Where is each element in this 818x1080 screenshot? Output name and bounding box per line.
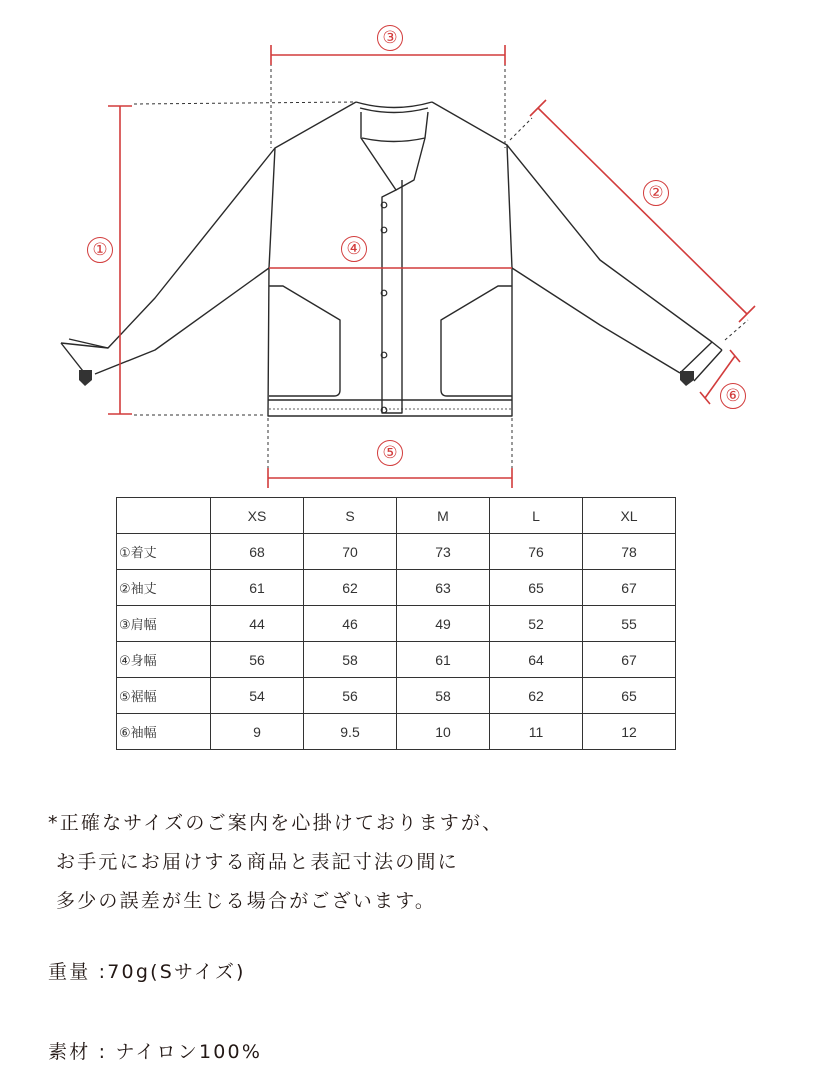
disclaimer-line-2: お手元にお届けする商品と表記寸法の間に: [56, 851, 459, 873]
cell: 61: [397, 642, 490, 678]
header-m: M: [397, 498, 490, 534]
marker-3-shoulder-width: ③: [377, 25, 403, 51]
table-header-row: [117, 498, 676, 534]
marker-2-sleeve-length: ②: [643, 180, 669, 206]
cell: 49: [397, 606, 490, 642]
table-row: [117, 534, 676, 570]
cell: 54: [211, 678, 304, 714]
cell: 9.5: [304, 714, 397, 750]
cell: 78: [583, 534, 676, 570]
header-xs: XS: [211, 498, 304, 534]
cell: 61: [211, 570, 304, 606]
cell: 10: [397, 714, 490, 750]
cell: 52: [490, 606, 583, 642]
table-row: [117, 606, 676, 642]
cell: 63: [397, 570, 490, 606]
cell: 58: [304, 642, 397, 678]
row-label: ②袖丈: [117, 570, 211, 606]
cell: 76: [490, 534, 583, 570]
cell: 65: [490, 570, 583, 606]
cell: 56: [304, 678, 397, 714]
cell: 12: [583, 714, 676, 750]
jacket-measurement-diagram: [0, 0, 818, 495]
cell: 67: [583, 570, 676, 606]
marker-6-sleeve-width: ⑥: [720, 383, 746, 409]
material-spec: 素材 : ナイロン100%: [48, 1041, 263, 1063]
header-s: S: [304, 498, 397, 534]
cell: 56: [211, 642, 304, 678]
cell: 65: [583, 678, 676, 714]
cell: 9: [211, 714, 304, 750]
table-row: [117, 714, 676, 750]
table-row: [117, 570, 676, 606]
table-row: [117, 642, 676, 678]
size-table: [116, 497, 676, 750]
marker-4-body-width: ④: [341, 236, 367, 262]
cell: 44: [211, 606, 304, 642]
row-label: ④身幅: [117, 642, 211, 678]
row-label: ⑥袖幅: [117, 714, 211, 750]
header-xl: XL: [583, 498, 676, 534]
row-label: ③肩幅: [117, 606, 211, 642]
row-label: ⑤裾幅: [117, 678, 211, 714]
header-corner: [117, 498, 211, 534]
cell: 62: [304, 570, 397, 606]
header-l: L: [490, 498, 583, 534]
cell: 62: [490, 678, 583, 714]
marker-5-hem-width: ⑤: [377, 440, 403, 466]
marker-1-length: ①: [87, 237, 113, 263]
cell: 64: [490, 642, 583, 678]
table-row: [117, 678, 676, 714]
size-disclaimer: [48, 804, 503, 921]
jacket-illustration: [0, 0, 818, 495]
cell: 11: [490, 714, 583, 750]
cell: 46: [304, 606, 397, 642]
disclaimer-line-3: 多少の誤差が生じる場合がございます。: [56, 890, 437, 912]
cell: 55: [583, 606, 676, 642]
cell: 70: [304, 534, 397, 570]
row-label: ①着丈: [117, 534, 211, 570]
cell: 58: [397, 678, 490, 714]
cell: 73: [397, 534, 490, 570]
weight-spec: 重量 :70g(Sサイズ): [48, 961, 246, 983]
disclaimer-line-1: *正確なサイズのご案内を心掛けておりますが、: [48, 812, 504, 834]
cell: 68: [211, 534, 304, 570]
cell: 67: [583, 642, 676, 678]
